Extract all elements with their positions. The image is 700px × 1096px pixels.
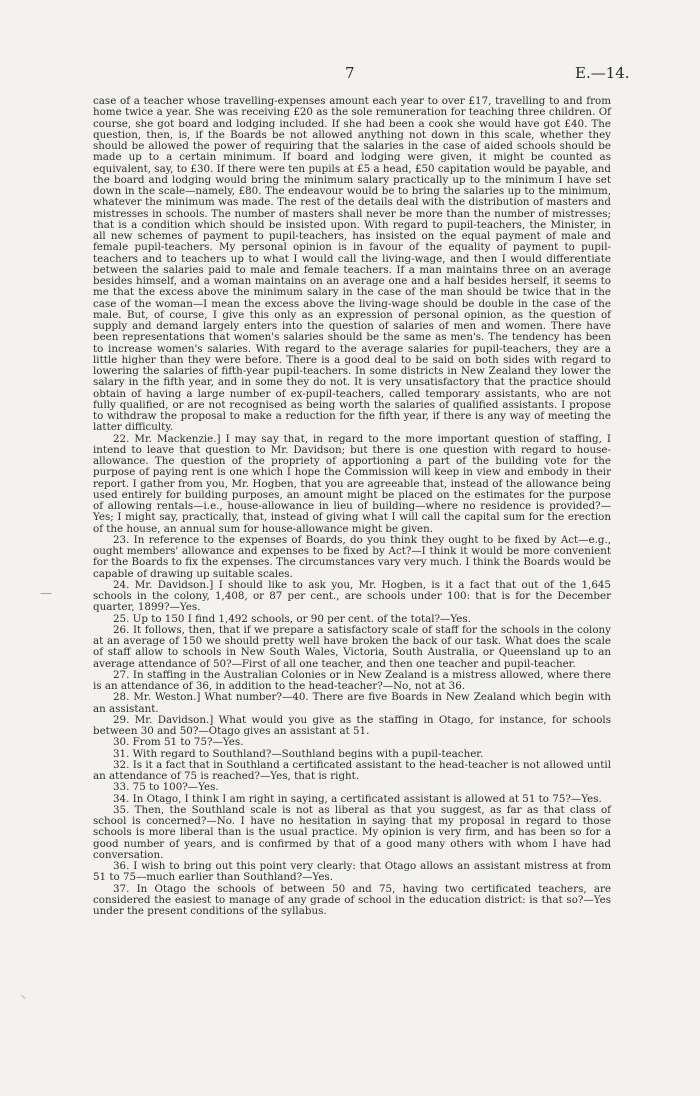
paragraph: 26. It follows, then, that if we prepare a satisfactory scale of staff for the schools in the colony at an average of 150 we should pretty well have broken the back of our task. What does the scale of staff allow to schools in New South Wales, Victoria, South Australia, or Queensland up to an average attendance of 50?—First of all one teacher, and then one teacher and pupil-teacher. — [93, 623, 611, 670]
paragraph: 37. In Otago the schools of between 50 and 75, having two certificated teachers, are considered the easiest to manage of any grade of school in the education district: is that so?—Yes under the present conditions of the syllabus. — [93, 882, 611, 917]
paragraph: 36. I wish to bring out this point very clearly: that Otago allows an assistant mistress at from 51 to 75—much earlier than Southland?—Yes. — [93, 860, 611, 884]
paragraph: 24. Mr. Davidson.] I should like to ask you, Mr. Hogben, is it a fact that out of the 1,645 schools in the colony, 1,408, or 87 per cent., are schools under 100: that is for the December quarter, 1899?—Yes. — [93, 578, 611, 614]
paragraph: 31. With regard to Southland?—Southland begins with a pupil-teacher. — [113, 747, 484, 760]
page-number: 7 — [345, 64, 355, 82]
paragraph: 32. Is it a fact that in Southland a certificated assistant to the head-teacher is not allowed until an attendance of 75 is reached?—Yes, that is right. — [93, 758, 611, 782]
paragraph: 28. Mr. Weston.] What number?—40. There are five Boards in New Zealand which begin with an assistant. — [93, 691, 611, 715]
paragraph: 34. In Otago, I think I am right in saying, a certificated assistant is allowed at 51 to 75?—Yes. — [113, 792, 602, 805]
paragraph: case of a teacher whose travelling-expenses amount each year to over £17, travelling to and from home twice a year. She was receiving £20 as the sole remuneration for teaching three children. Of course, she got board and lodging included. If she had been a cook she would have got £40. The question, then, is, if the Boards be not allowed anything not down in this scale, whether they should be allowed the power of requiring that the salaries in the case of aided schools should be made up to a certain minimum. If board and lodging were given, it might be counted as equivalent, say, to £30. If there were ten pupils at £5 a head, £50 capitation would be payable, and the board and lodging would bring the minimum salary practically up to the minimum I have set down in the scale—namely, £80. The endeavour would be to bring the salaries up to the minimum, whatever the minimum was made. The rest of the details deal with the distribution of masters and mistresses in schools. The number of masters shall never be more than the number of mistresses; that is a condition which should be insisted upon. With regard to pupil-teachers, the Minister, in all new schemes of payment to pupil-teachers, has insisted on the equal payment of male and female pupil-teachers. My personal opinion is in favour of the equality of payment to pupil-teachers and to teachers up to what I would call the living-wage, and then I would differentiate between the salaries paid to male and female teachers. If a man maintains three on an average besides himself, and a woman maintains on an average one and a half besides herself, it seems to me that the excess above the minimum salary in the case of the man should be twice that in the case of the woman—I mean the excess above the living-wage should be double in the case of the male. But, of course, I give this only as an expression of personal opinion, as the question of supply and demand largely enters into the question of salaries of men and women. There have been representations that women's salaries should be the same as men's. The tendency has been to increase women's salaries. With regard to the average salaries for pupil-teachers, they are a little higher than they were before. There is a good deal to be said on both sides with regard to lowering the salaries of fifth-year pupil-teachers. In some districts in New Zealand they lower the salary in the fifth year, and in some they do not. It is very unsatisfactory that the practice should obtain of having a large number of ex-pupil-teachers, called temporary assistants, who are not fully qualified, or are not recognised as being worth the salaries of qualified assistants. I propose to withdraw the proposal to make a reduction for the fifth year, if there is any way of meeting the latter difficulty. — [93, 95, 611, 434]
paragraph: 25. Up to 150 I find 1,492 schools, or 90 per cent. of the total?—Yes. — [113, 612, 471, 625]
paragraph: 27. In staffing in the Australian Colonies or in New Zealand is a mistress allowed, where there is an attendance of 36, in addition to the head-teacher?—No, not at 36. — [93, 668, 611, 692]
paragraph: 22. Mr. Mackenzie.] I may say that, in regard to the more important question of staffing, I intend to leave that question to Mr. Davidson; but there is one question with regard to house-allowance. The question of the propriety of apportioning a part of the building vote for the purpose of paying rent is one which I hope the Commission will keep in view and embody in their report. I gather from you, Mr. Hogben, that you are agreeable that, instead of the allowance being used entirely for building purposes, an amount might be placed on the estimates for the purpose of allowing rentals—i.e., house-allowance in lieu of building—where no residence is provided?—Yes; I might say, practically, that, instead of giving what I will call the capital sum for the erection of the house, an annual sum for house-allowance might be given. — [93, 432, 611, 535]
margin-mark: — — [40, 586, 52, 600]
paragraph: 30. From 51 to 75?—Yes. — [113, 736, 244, 749]
paragraph: 29. Mr. Davidson.] What would you give as the staffing in Otago, for instance, for schools between 30 and 50?—Otago gives an assistant at 51. — [93, 713, 611, 737]
paragraph: 35. Then, the Southland scale is not as liberal as that you suggest, as far as that class of school is concerned?—No. I have no hesitation in saying that my proposal in regard to those schools is more liberal than is the usual practice. My opinion is very firm, and has been so for a good number of years, and is confirmed by that of a good many others with whom I have had conversation. — [93, 803, 611, 861]
margin-mark: ⸜ — [20, 987, 27, 1001]
body-text — [93, 96, 611, 917]
document-reference: E.—14. — [575, 64, 630, 82]
paragraph: 33. 75 to 100?—Yes. — [113, 781, 219, 794]
paragraph: 23. In reference to the expenses of Boards, do you think they ought to be fixed by Act—e.g., ought members' allowance and expenses to be fixed by Act?—I think it would be more convenient for the Boards to fix the expenses. The circumstances vary very much. I think the Boards would be capable of drawing up suitable scales. — [93, 533, 611, 580]
